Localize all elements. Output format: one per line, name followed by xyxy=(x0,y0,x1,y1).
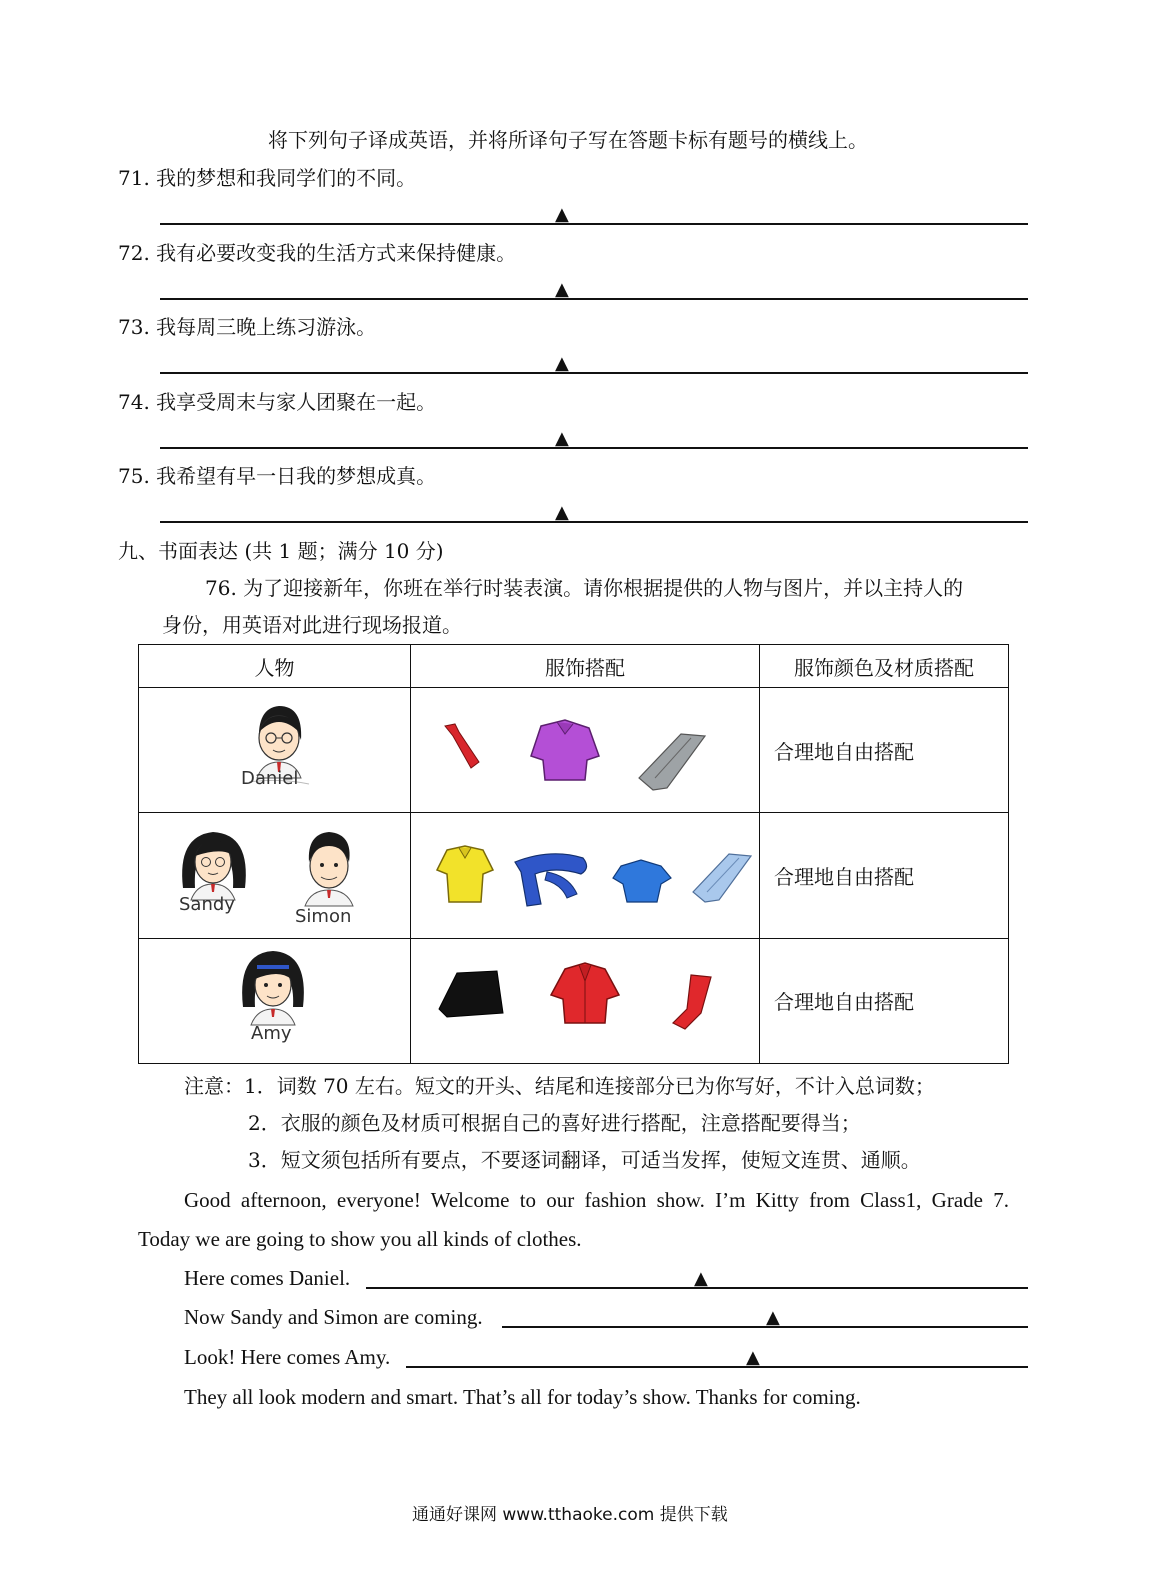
yellow-shirt-image xyxy=(435,842,495,906)
header-people: 人物 xyxy=(139,645,411,688)
answer-line-amy[interactable] xyxy=(406,1366,1028,1368)
answer-line-daniel[interactable] xyxy=(366,1287,1028,1289)
answer-mark-sandy-simon: ▲ xyxy=(766,1307,780,1328)
red-tie-image xyxy=(441,722,485,772)
person-name-daniel: Daniel xyxy=(241,768,299,790)
question-75-label: 75. 我希望有早一日我的梦想成真。 xyxy=(118,464,437,488)
note-1: 注意：1．词数 70 左右。短文的开头、结尾和连接部分已为你写好，不计入总词数； xyxy=(184,1074,935,1098)
purple-shirt-image xyxy=(527,716,603,784)
answer-line-72[interactable] xyxy=(160,298,1028,300)
blue-scarf-image xyxy=(511,848,593,910)
answer-mark-75: ▲ xyxy=(555,502,569,523)
answer-mark-71: ▲ xyxy=(555,204,569,225)
prompt-line-1: 76. 为了迎接新年，你班在举行时装表演。请你根据提供的人物与图片，并以主持人的 xyxy=(205,576,964,600)
note-2: 2．衣服的颜色及材质可根据自己的喜好进行搭配，注意搭配要得当； xyxy=(248,1111,861,1135)
simon-portrait xyxy=(289,820,369,920)
essay-prompt-daniel: Here comes Daniel. xyxy=(184,1266,351,1290)
answer-line-74[interactable] xyxy=(160,447,1028,449)
note-3: 3．短文须包括所有要点，不要逐词翻译，可适当发挥，使短文连贯、通顺。 xyxy=(248,1148,921,1172)
question-71-label: 71. 我的梦想和我同学们的不同。 xyxy=(118,166,417,190)
answer-mark-daniel: ▲ xyxy=(694,1268,708,1289)
match-cell: 合理地自由搭配 xyxy=(760,688,1009,813)
match-cell: 合理地自由搭配 xyxy=(760,938,1009,1063)
people-cell xyxy=(139,688,411,813)
question-74-label: 74. 我享受周末与家人团聚在一起。 xyxy=(118,390,437,414)
answer-line-73[interactable] xyxy=(160,372,1028,374)
page-footer: 通通好课网 www.tthaoke.com 提供下载 xyxy=(412,1505,728,1525)
grey-trousers-image xyxy=(635,730,709,792)
answer-line-sandy-simon[interactable] xyxy=(502,1326,1028,1328)
essay-closing: They all look modern and smart. That’s all for today’s show. Thanks for coming. xyxy=(184,1385,861,1409)
prompt-line-2: 身份，用英语对此进行现场报道。 xyxy=(162,613,462,637)
essay-intro-line-1: Good afternoon, everyone! Welcome to our fashion show. I’m Kitty from Class1, Grade 7. xyxy=(184,1188,1009,1212)
answer-mark-73: ▲ xyxy=(555,353,569,374)
answer-mark-74: ▲ xyxy=(555,428,569,449)
daniel-portrait xyxy=(229,694,329,806)
outfit-cell xyxy=(411,688,760,813)
header-outfits: 服饰搭配 xyxy=(411,645,760,688)
question-72-label: 72. 我有必要改变我的生活方式来保持健康。 xyxy=(118,241,517,265)
answer-line-71[interactable] xyxy=(160,223,1028,225)
outfit-table xyxy=(138,644,1009,1064)
red-trousers-image xyxy=(667,973,719,1031)
essay-intro-line-2: Today we are going to show you all kinds of clothes. xyxy=(138,1227,582,1251)
answer-line-75[interactable] xyxy=(160,521,1028,523)
essay-prompt-sandy-simon: Now Sandy and Simon are coming. xyxy=(184,1305,483,1329)
outfit-cell xyxy=(411,938,760,1063)
people-cell xyxy=(139,813,411,938)
light-blue-jeans-image xyxy=(689,850,755,904)
people-cell xyxy=(139,938,411,1063)
instruction-text: 将下列句子译成英语，并将所译句子写在答题卡标有题号的横线上。 xyxy=(268,128,868,152)
section-heading: 九、书面表达 (共 1 题；满分 10 分) xyxy=(118,539,444,563)
blue-tshirt-image xyxy=(611,856,673,906)
match-cell: 合理地自由搭配 xyxy=(760,813,1009,938)
black-skirt-image xyxy=(437,969,505,1019)
person-name-sandy: Sandy xyxy=(179,893,235,915)
answer-mark-amy: ▲ xyxy=(746,1347,760,1368)
essay-prompt-amy: Look! Here comes Amy. xyxy=(184,1345,391,1369)
question-73-label: 73. 我每周三晚上练习游泳。 xyxy=(118,315,377,339)
person-name-simon: Simon xyxy=(295,905,352,927)
answer-mark-72: ▲ xyxy=(555,279,569,300)
header-colors: 服饰颜色及材质搭配 xyxy=(760,645,1009,688)
outfit-cell xyxy=(411,813,760,938)
person-name-amy: Amy xyxy=(251,1022,292,1044)
red-coat-image xyxy=(549,961,621,1027)
